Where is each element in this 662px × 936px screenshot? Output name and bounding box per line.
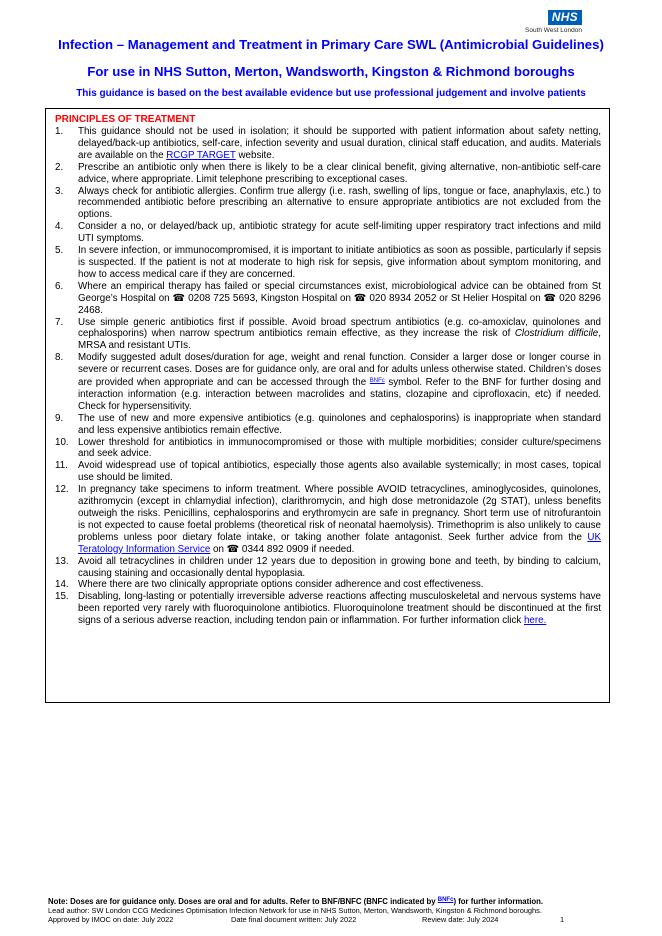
list-item: 14. Where there are two clinically appropriate options consider adherence and cost effectiveness. <box>55 579 484 591</box>
page-footer <box>48 896 658 924</box>
list-item: 5. In severe infection, or immunocompromised, it is important to initiate antibiotics as soon as possible, particularly if sepsis is suspected. If the patient is not at moderate to high risk for sepsis, give information about symptom monitoring, and how to access medical care if they are concerned. <box>55 245 601 280</box>
phone-kingston: ☎ 020 8934 2052 <box>353 292 437 304</box>
list-item: 8. Modify suggested adult doses/duration for age, weight and renal function. Consider a larger dose or longer course in severe or recurrent cases. Doses are for guidance only, are oral and for adults unless otherwise stated. Children’s doses are provided when appropriate and can be accessed through the $^{BNFc}$ symbol. Refer to the BNF for further dosing and interaction information (e.g. interaction between macrolides and statins, clozapine and ciprofloxacin, etc) if needed. Check for hypersensitivity. <box>55 352 602 412</box>
list-item: 10. Lower threshold for antibiotics in immunocompromised or those with multiple morbidities; consider culture/specimens and seek advice. <box>55 436 601 460</box>
phone-st-helier: ☎ 020 8296 2468 <box>78 292 601 316</box>
list-item: 7. Use simple generic antibiotics first if possible. Avoid broad spectrum antibiotics (e.g. co-amoxiclav, quinolones and cephalosporins) when narrow spectrum antibiotics remain effective, as they increase the risk of Clostridium difficile, MRSA and resistant UTIs. <box>55 316 601 352</box>
list-item: 2. Prescribe an antibiotic only when there is likely to be a clear clinical benefit, giving alternative, non-antibiotic self-care advice, where appropriate. Limit telephone prescribing to exceptional cases. <box>55 161 601 185</box>
fluoroquinolone-info-link[interactable]: here. <box>523 615 547 627</box>
rcgp-target-link[interactable]: RCGP TARGET <box>166 149 236 161</box>
nhs-logo-mark: NHS <box>548 10 582 25</box>
phone-teratology: ☎ 0344 892 0909 <box>226 543 309 555</box>
footer-bnfc-symbol[interactable]: BNFc <box>437 897 454 903</box>
bnfc-symbol-link[interactable]: BNFc <box>369 378 385 385</box>
phone-st-georges: ☎ 0208 725 5693 <box>172 292 256 304</box>
principles-heading: PRINCIPLES OF TREATMENT <box>55 114 196 125</box>
page-number: 1 <box>560 915 565 924</box>
footer-lead-author: Lead author: SW London CCG Medicines Optimisation Infection Network for use in NHS Sutton, Merton, Wandsworth, Kingston & Richmond boroughs. <box>48 906 542 915</box>
footer-written: Date final document written: July 2022 <box>231 915 357 924</box>
list-item: 12. In pregnancy take specimens to inform treatment. Where possible AVOID tetracyclines, aminoglycosides, quinolones, azithromycin (except in chlamydial infection), clarithromycin, and high dose metronidazole (2g STAT), unless benefits outweigh the risks. Penicillins, cephalosporins and erythromycin are safe in pregnancy. Short term use of nitrofurantoin is not expected to cause foetal problems (theoretical risk of neonatal haemolysis). Trimethoprim is also unlikely to cause problems unless poor dietary folate intake, or taking another folate antagonist. Seek further advice from the UK Teratology Information Service on ☎ 0344 892 0909 if needed. <box>55 484 601 555</box>
list-item: 6. Where an empirical therapy has failed or special circumstances exist, microbiological advice can be obtained from St George’s Hospital on ☎ 0208 725 5693, Kingston Hospital on ☎ 020 8934 2052 or St Helier Hospital on ☎ 020 8296 2468. <box>55 280 601 316</box>
nhs-logo-subtext: South West London <box>525 27 582 34</box>
list-item: 4. Consider a no, or delayed/back up, antibiotic strategy for acute self-limiting upper respiratory tract infections and mild UTI symptoms. <box>55 221 601 245</box>
principles-box <box>45 108 610 703</box>
list-item: 13. Avoid all tetracyclines in children under 12 years due to deposition in growing bone and teeth, by binding to calcium, causing staining and occasionally dental hypoplasia. <box>55 555 601 579</box>
nhs-logo <box>506 8 582 34</box>
page-title: Infection – Management and Treatment in Primary Care SWL (Antimicrobial Guidelines) <box>58 37 604 52</box>
list-item: 11. Avoid widespread use of topical antibiotics, especially those agents also available systemically; in most cases, topical use should be limited. <box>55 460 601 484</box>
list-item: 3. Always check for antibiotic allergies. Confirm true allergy (i.e. rash, swelling of lips, tongue or face, anaphylaxis, etc.) to recommended antibiotic before prescribing an alternative to ensure appropriate antibiotics are not excluded from the options. <box>55 185 601 221</box>
uk-teratology-link[interactable]: UK Teratology Information Service <box>78 531 601 555</box>
list-item: 15. Disabling, long-lasting or potentially irreversible adverse reactions affecting musculoskeletal and nervous systems have been reported very rarely with fluoroquinolone antibiotics. Fluoroquinolone treatment should be discontinued at the first signs of a serious adverse reaction, including tendon pain or inflammation. For further information click here. <box>55 591 601 627</box>
footer-dates <box>48 915 658 924</box>
list-item: 9. The use of new and more expensive antibiotics (e.g. quinolones and cephalosporins) is inappropriate when standard and less expensive antibiotics remain effective. <box>55 412 601 436</box>
principles-list <box>55 126 601 627</box>
page-subtitle: For use in NHS Sutton, Merton, Wandsworth, Kingston & Richmond boroughs <box>87 64 575 79</box>
list-item: 1. This guidance should not be used in isolation; it should be supported with patient information about safety netting, delayed/back-up antibiotics, self-care, infection severity and usual duration, clinical staff education, and audits. Materials are available on the RCGP TARGET website. <box>55 126 601 161</box>
footer-approved: Approved by IMOC on date: July 2022 <box>48 915 174 924</box>
footer-note: Note: Doses are for guidance only. Doses are oral and for adults. Refer to BNF/BNFC (BNFC indicated by $^{BNFc}$) for further information. <box>48 897 544 906</box>
footer-review: Review date: July 2024 <box>422 915 499 924</box>
guidance-note: This guidance is based on the best available evidence but use professional judgement and involve patients <box>76 88 586 99</box>
